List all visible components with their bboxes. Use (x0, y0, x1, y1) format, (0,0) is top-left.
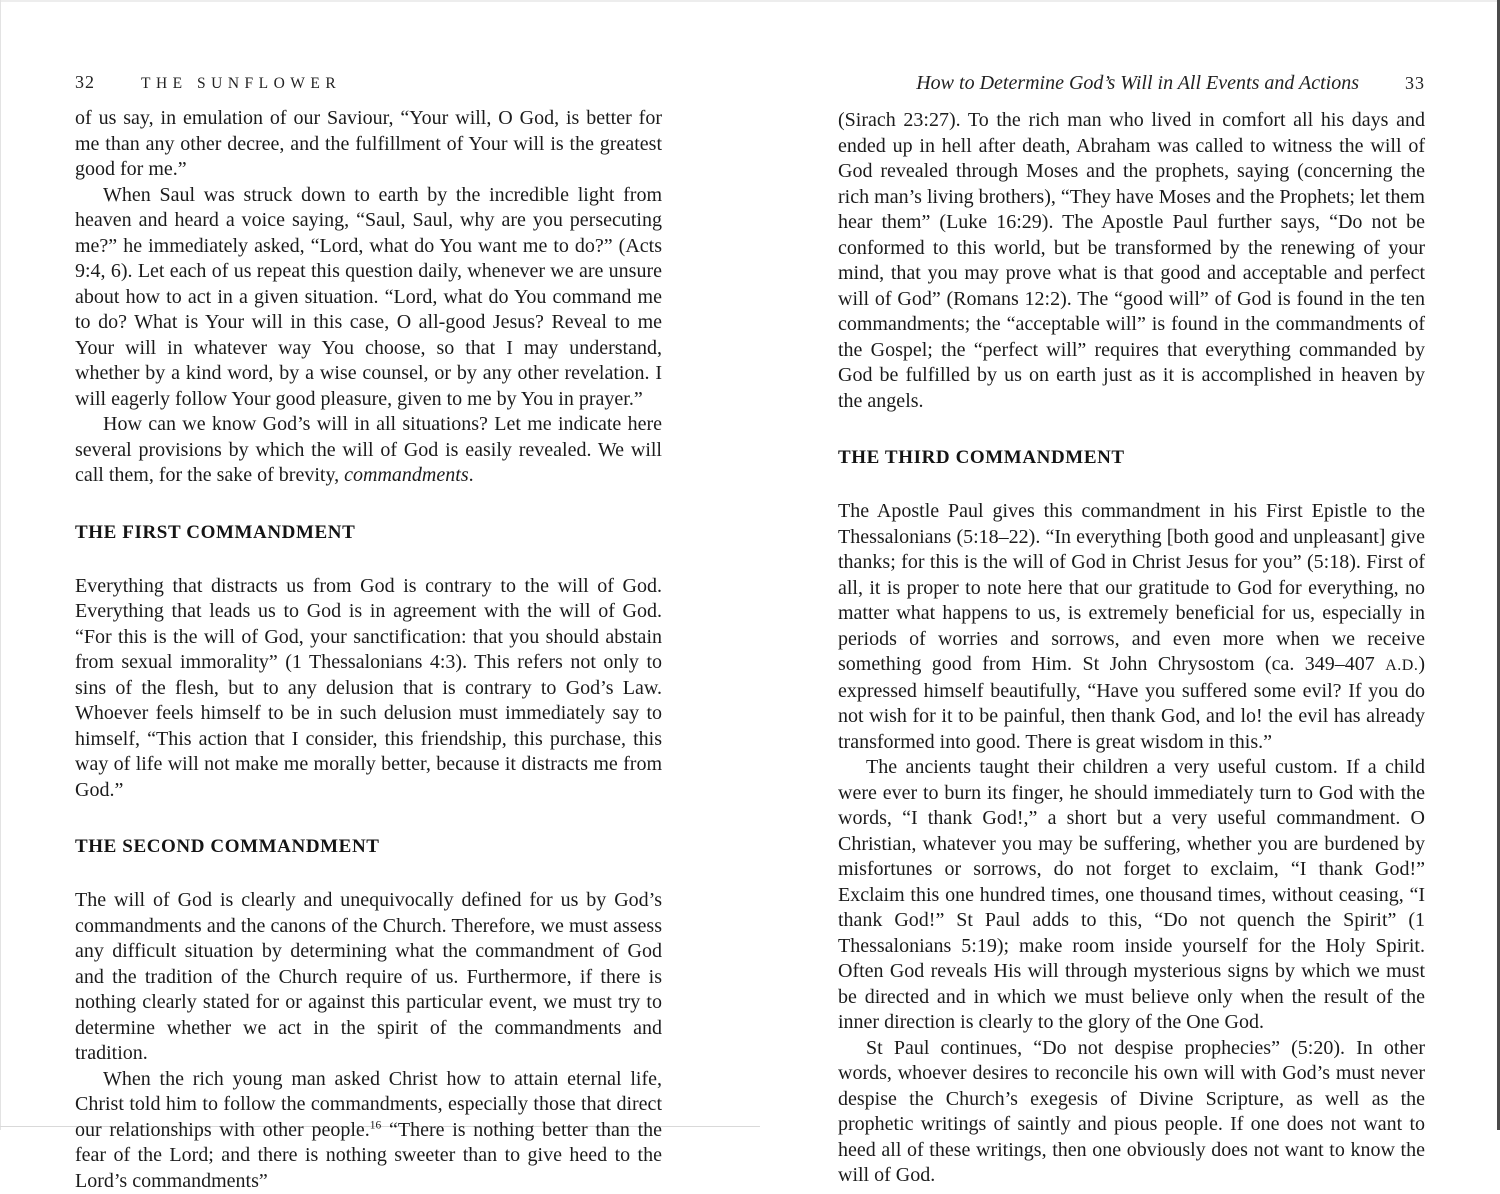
page-number: 32 (75, 72, 95, 93)
smallcaps-ad: A.D. (1385, 657, 1418, 674)
paragraph: Everything that distracts us from God is contrary to the will of God. Everything that leads us to God is in agreement with the will of God. “For this is the will of God, your sanctification: that you should abstain from sexual immorality” (1 Thessalonians 4:3). This refers not only to sins of the flesh, but to any delusion that is contrary to God’s Law. Whoever feels himself to be in such delusion must immediately say to himself, “This action that I consider, this friendship, this purchase, this way of life will not make me morally better, because it distracts me from God.” (75, 574, 662, 804)
scan-edge-left (0, 0, 1, 1130)
section-heading-first-commandment: THE FIRST COMMANDMENT (75, 522, 662, 544)
paragraph-text: “There is nothing better than the fear of the Lord; and there is nothing sweeter than to give heed to the Lord’s commandments” (75, 1119, 662, 1192)
paragraph: The will of God is clearly and unequivocally defined for us by God’s commandments and the canons of the Church. Therefore, we must assess any difficult situation by determining what the commandment of God and the tradition of the Church require of us. Furthermore, if there is nothing clearly stated for or against this particular event, we must try to determine whether we act in the spirit of the commandments and tradition. (75, 888, 662, 1067)
page-number: 33 (1405, 73, 1425, 94)
paragraph: (Sirach 23:27). To the rich man who lived in comfort all his days and ended up in hell after death, Abraham was called to witness the will of God revealed through Moses and the prophets, saying (concerning the rich man’s living brothers), “They have Moses and the Prophets; let them hear them” (Luke 16:29). The Apostle Paul further says, “Do not be conformed to this world, but be transformed by the renewing of your mind, that you may prove what is that good and acceptable and perfect will of God” (Romans 12:2). The “good will” of God is found in the ten commandments; the “acceptable will” is found in the commandments of the Gospel; the “perfect will” requires that everything commanded by God be fulfilled by us on earth just as it is accomplished in heaven by the angels. (838, 108, 1425, 414)
page-header-left (75, 72, 662, 93)
page-header-right (838, 72, 1425, 95)
paragraph-text: When the rich young man asked Christ how to attain eternal life, Christ told him to follow the commandments, especially those that direct our relationships with other people. (75, 1068, 662, 1141)
section-heading-second-commandment: THE SECOND COMMANDMENT (75, 836, 662, 858)
paragraph: of us say, in emulation of our Saviour, “Your will, O God, is better for me than any other decree, and the fulfillment of Your will is the greatest good for me.” (75, 106, 662, 183)
italic-term: commandments (344, 464, 468, 486)
running-head: How to Determine God’s Will in All Events and Actions (916, 72, 1359, 95)
running-head: THE SUNFLOWER (141, 75, 341, 93)
paragraph (75, 412, 662, 489)
book-page-left (75, 0, 662, 1194)
paragraph-text: . (469, 464, 474, 486)
paragraph-text: The Apostle Paul gives this commandment in his First Epistle to the Thessalonians (5:18–22). “In everything [both good and unpleasant] give thanks; for this is the will of God in Christ Jesus for you” (5:18). First of all, it is proper to note here that our gratitude to God for everything, no matter what happens to us, is extremely beneficial for us, especially in periods of worries and sorrows, and even more when we receive something good from Him. St John Chrysostom (ca. 349–407 (838, 500, 1425, 675)
paragraph: When Saul was struck down to earth by the incredible light from heaven and heard a voice saying, “Saul, Saul, why are you persecuting me?” he immediately asked, “Lord, what do You want me to do?” (Acts 9:4, 6). Let each of us repeat this question daily, whenever we are unsure about how to act in a given situation. “Lord, what do You command me to do? What is Your will in this case, O all-good Jesus? Reveal to me Your will in whatever way You choose, so that I may understand, whether by a kind word, by a wise counsel, or by any other revelation. I will eagerly follow Your good pleasure, given to me by You in prayer.” (75, 183, 662, 413)
paragraph (75, 1067, 662, 1194)
section-heading-third-commandment: THE THIRD COMMANDMENT (838, 447, 1425, 469)
paragraph-text: How can we know God’s will in all situations? Let me indicate here several provisions by which the will of God is easily revealed. We will call them, for the sake of brevity, (75, 413, 662, 486)
paragraph (838, 499, 1425, 755)
paragraph: St Paul continues, “Do not despise prophecies” (5:20). In other words, whoever desires to reconcile his own will with God’s must never despise the Church’s exegesis of Divine Scripture, as well as the prophetic writings of saintly and pious people. If one does not want to heed all of these writings, then one obviously does not want to know the will of God. (838, 1036, 1425, 1189)
footnote-reference: 16 (370, 1119, 382, 1131)
paragraph: The ancients taught their children a very useful custom. If a child were ever to burn its finger, he should immediately turn to God with the words, “I thank God!,” a short but a very useful commandment. O Christian, whatever you may be suffering, whether you are burdened by misfortunes or sorrows, do not forget to exclaim, “I thank God!” Exclaim this one hundred times, one thousand times, without ceasing, “I thank God!” St Paul adds to this, “Do not quench the Spirit” (1 Thessalonians 5:19); make room inside yourself for the Holy Spirit. Often God reveals His will through mysterious signs by which we must be directed and in which we must believe only when the result of the inner direction is clearly to the glory of the One God. (838, 755, 1425, 1036)
paragraph-text: ) expressed himself beautifully, “Have you suffered some evil? If you do not wish for it to be painful, then thank God, and lo! the evil has already transformed into good. There is great wisdom in this.” (838, 653, 1425, 753)
book-page-right (838, 0, 1425, 1189)
